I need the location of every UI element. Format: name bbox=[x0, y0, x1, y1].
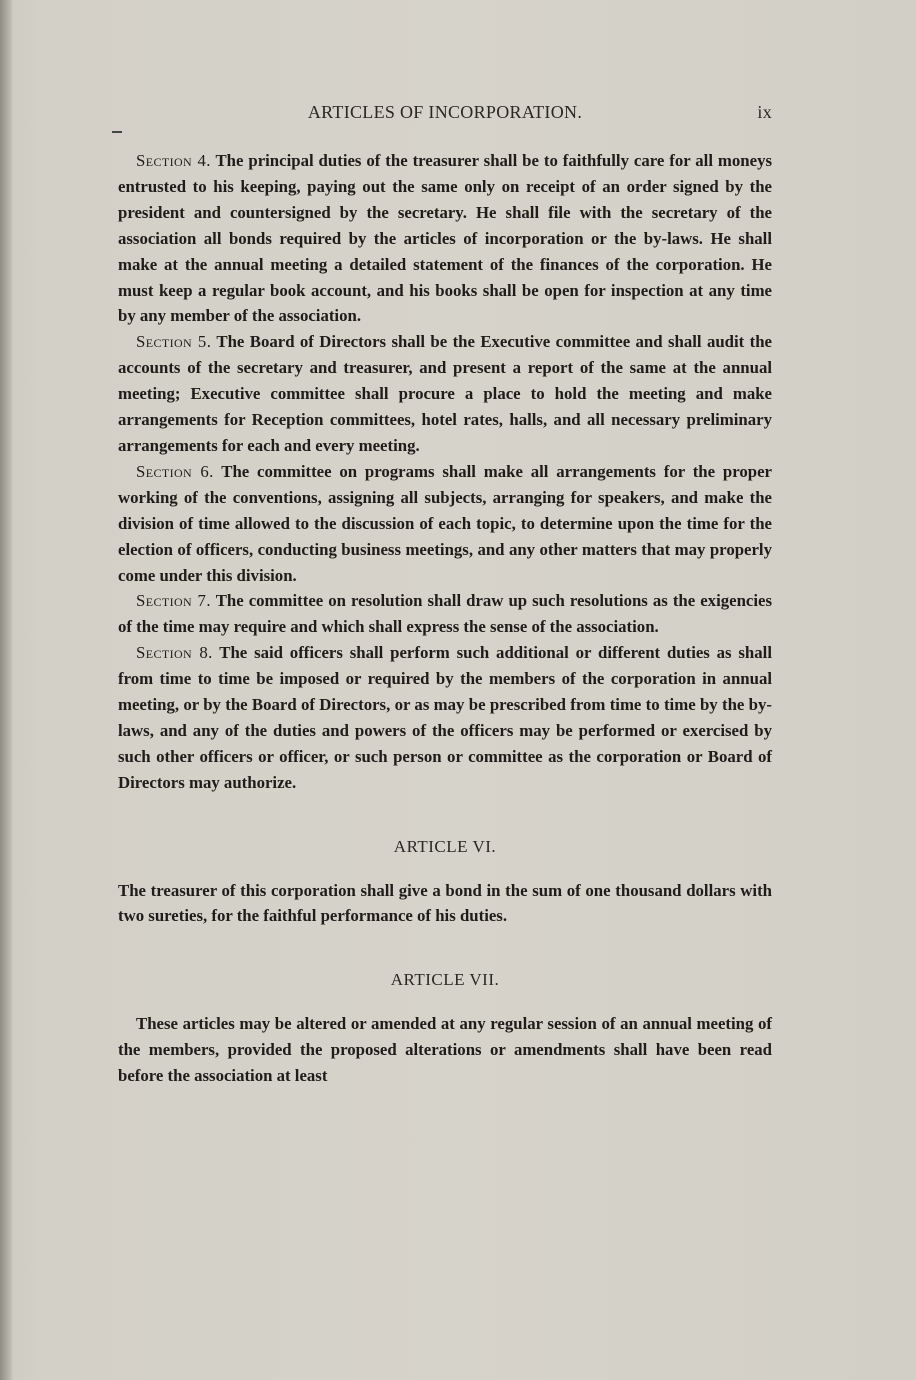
page-body bbox=[118, 148, 772, 1089]
section-4-label: Section 4. bbox=[136, 151, 211, 170]
section-8-text: The said officers shall perform such additional or different duties as shall from time to time be imposed or required by the members of the corporation in annual meeting, or by the Board of Directors, or as may be prescribed from time to time by the by-laws, and any of the duties and powers of the officers may be performed or exercised by such other officers or officer, or such person or committee as the corporation or Board of Directors may authorize. bbox=[118, 643, 772, 792]
section-7-label: Section 7. bbox=[136, 591, 211, 611]
section-7-text: The committee on resolution shall draw up such resolutions as the exigencies of the time may require and which shall express the sense of the association. bbox=[118, 591, 772, 637]
section-8-label: Section 8. bbox=[136, 643, 213, 663]
section-7-paragraph bbox=[118, 588, 772, 640]
section-4-text: The principal duties of the treasurer shall be to faithfully care for all moneys entrusted to his keeping, paying out the same only on receipt of an order signed by the president and countersigned by the secretary. He shall file with the secretary of the association all bonds required by the articles of incorporation or the by-laws. He shall make at the annual meeting a detailed statement of the finances of the corporation. He must keep a regular book account, and his books shall be open for inspection at any time by any member of the association. bbox=[118, 151, 772, 326]
running-header bbox=[118, 102, 772, 126]
article-vii-heading: ARTICLE VII. bbox=[390, 970, 500, 990]
page-number: ix bbox=[757, 102, 772, 122]
binding-edge-shadow bbox=[0, 0, 12, 1380]
section-6-label: Section 6. bbox=[136, 461, 214, 481]
running-header-title: ARTICLES OF INCORPORATION. bbox=[307, 102, 583, 122]
article-vi-heading: ARTICLE VI. bbox=[393, 836, 497, 856]
article-vi-text: The treasurer of this corporation shall give a bond in the sum of one thousand dollars with two sureties, for the faithful performance of his duties. bbox=[118, 880, 772, 926]
section-6-paragraph bbox=[118, 459, 772, 589]
section-5-label: Section 5. bbox=[136, 332, 212, 352]
article-vii-text: These articles may be altered or amended at any regular session of an annual meeting of the members, provided the proposed alterations or amendments shall have been read before the association at least bbox=[118, 1014, 772, 1086]
header-mark bbox=[112, 131, 122, 133]
section-6-text: The committee on programs shall make all arrangements for the proper working of the conventions, assigning all subjects, arranging for speakers, and make the division of time allowed to the discussion of each topic, to determine upon the time for the election of officers, conducting business meetings, and any other matters that may properly come under this division. bbox=[118, 461, 772, 585]
section-8-paragraph bbox=[118, 640, 772, 795]
section-5-text: The Board of Directors shall be the Executive committee and shall audit the accounts of the secretary and treasurer, and present a report of the same at the annual meeting; Executive committee shall procure a place to hold the meeting and make arrangements for Reception committees, hotel rates, halls, and all necessary preliminary arrangements for each and every meeting. bbox=[118, 332, 773, 455]
section-4-paragraph bbox=[118, 148, 772, 329]
section-5-paragraph bbox=[118, 329, 772, 459]
